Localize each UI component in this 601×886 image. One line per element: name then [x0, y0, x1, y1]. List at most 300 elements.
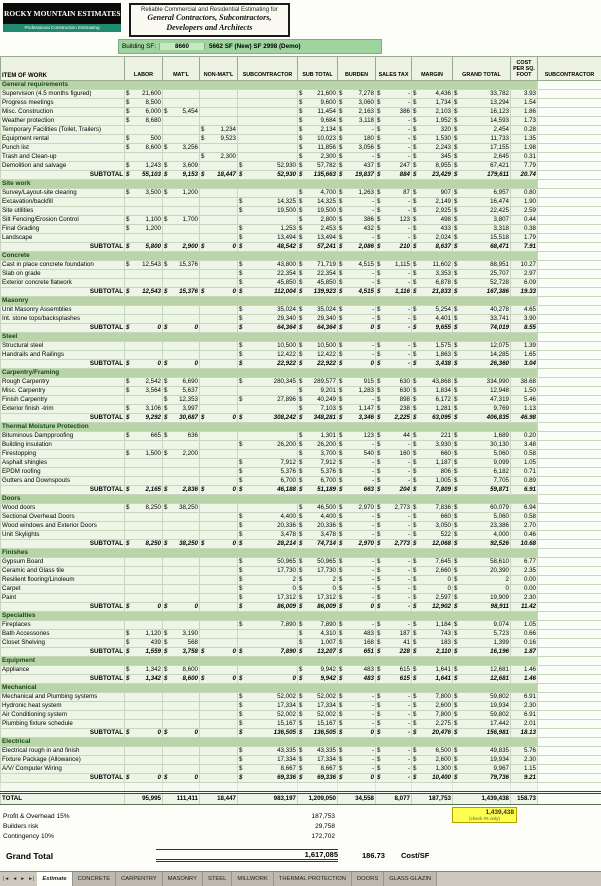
- cell[interactable]: $ 1,200: [126, 225, 161, 233]
- cell[interactable]: $ 79,736: [454, 774, 509, 782]
- cell[interactable]: $ 0: [299, 585, 336, 593]
- cell[interactable]: $ 7,705: [454, 477, 509, 485]
- cell[interactable]: 1.39: [511, 342, 538, 351]
- cell[interactable]: $ 0: [339, 774, 374, 782]
- cell[interactable]: $ -: [377, 711, 410, 719]
- cell[interactable]: $ 30,687: [164, 414, 198, 422]
- cell[interactable]: $ 10,400: [413, 774, 451, 782]
- cell[interactable]: $ 6,690: [164, 378, 198, 386]
- cell[interactable]: $ 7,103: [299, 405, 336, 413]
- cell[interactable]: $ 9,201: [299, 387, 336, 395]
- cell[interactable]: $ 21,600: [299, 90, 336, 98]
- cell[interactable]: $ -: [377, 594, 410, 602]
- cell[interactable]: [238, 783, 298, 793]
- cell[interactable]: [538, 783, 601, 793]
- cell[interactable]: $ 183: [413, 639, 451, 647]
- cell[interactable]: 10.68: [511, 540, 538, 549]
- cell[interactable]: $ 0: [201, 540, 236, 548]
- column-header-burden[interactable]: BURDEN: [338, 57, 376, 81]
- cell[interactable]: $ 180: [339, 135, 374, 143]
- cell[interactable]: $ 1,007: [299, 639, 336, 647]
- cell[interactable]: 3.04: [511, 360, 538, 369]
- cell[interactable]: $ 1,399: [454, 639, 509, 647]
- cell[interactable]: [200, 594, 238, 603]
- item-cell[interactable]: Equipment rental: [1, 135, 125, 144]
- cell[interactable]: $ 437: [339, 162, 374, 170]
- cell[interactable]: $ 29,340: [239, 315, 296, 323]
- cell[interactable]: $ 12,543: [126, 261, 161, 269]
- cell[interactable]: [125, 315, 163, 324]
- cell[interactable]: $ -: [339, 711, 374, 719]
- cell[interactable]: [538, 603, 601, 612]
- cell[interactable]: [200, 477, 238, 486]
- subtotal-label-cell[interactable]: SUBTOTAL: [1, 288, 125, 297]
- cell[interactable]: $ 33,741: [454, 315, 509, 323]
- cell[interactable]: 1,439,438: [453, 793, 511, 805]
- cell[interactable]: [238, 99, 298, 108]
- cell[interactable]: $ 2,103: [413, 108, 451, 116]
- cell[interactable]: $ 439: [126, 639, 161, 647]
- cell[interactable]: $ 651: [339, 648, 374, 656]
- cell[interactable]: $ 2,024: [413, 234, 451, 242]
- cell[interactable]: $ 12,422: [299, 351, 336, 359]
- cell[interactable]: [538, 270, 601, 279]
- item-cell[interactable]: Fixture Package (Allowance): [1, 756, 125, 765]
- cell[interactable]: [200, 783, 238, 793]
- cell[interactable]: $ 23,386: [454, 522, 509, 530]
- summary-value[interactable]: 187,753: [311, 812, 335, 820]
- item-cell[interactable]: Sectional Overhead Doors: [1, 513, 125, 522]
- cell[interactable]: $ -: [377, 477, 410, 485]
- cell[interactable]: [163, 198, 200, 207]
- cell[interactable]: [200, 396, 238, 405]
- section-header-cell[interactable]: Doors: [1, 495, 538, 504]
- cell[interactable]: [538, 288, 601, 297]
- cell[interactable]: $ 3,807: [454, 216, 509, 224]
- cell[interactable]: [538, 675, 601, 684]
- cell[interactable]: $ 2,163: [339, 108, 374, 116]
- cell[interactable]: $ 660: [413, 450, 451, 458]
- item-cell[interactable]: Final Grading: [1, 225, 125, 234]
- cell[interactable]: [163, 234, 200, 243]
- cell[interactable]: $ -: [377, 756, 410, 764]
- cell[interactable]: $ -: [339, 585, 374, 593]
- cell[interactable]: [538, 639, 601, 648]
- cell[interactable]: $ 3,609: [164, 162, 198, 170]
- cell[interactable]: $ 9,967: [454, 765, 509, 773]
- sheet-tab-thermal-protection[interactable]: THERMAL PROTECTION: [274, 872, 352, 886]
- cell[interactable]: $ -: [339, 468, 374, 476]
- cell[interactable]: 1.46: [511, 675, 538, 684]
- cell[interactable]: [538, 648, 601, 657]
- cell[interactable]: $ 1,530: [413, 135, 451, 143]
- cell[interactable]: 6.09: [511, 279, 538, 288]
- column-header-sales-tax[interactable]: SALES TAX: [376, 57, 412, 81]
- cell[interactable]: [538, 576, 601, 585]
- subtotal-label-cell[interactable]: SUBTOTAL: [1, 603, 125, 612]
- item-cell[interactable]: Structural steel: [1, 342, 125, 351]
- cell[interactable]: [538, 738, 601, 747]
- cell[interactable]: 1.05: [511, 459, 538, 468]
- cell[interactable]: $ -: [339, 306, 374, 314]
- cell[interactable]: $ 0: [239, 585, 296, 593]
- cell[interactable]: $ 12,681: [454, 675, 509, 683]
- cell[interactable]: $ 38,250: [164, 504, 198, 512]
- cell[interactable]: 983,197: [238, 793, 298, 805]
- cell[interactable]: $ 13,207: [299, 648, 336, 656]
- cell[interactable]: $ 40,249: [299, 396, 336, 404]
- cell[interactable]: $ 69,336: [239, 774, 296, 782]
- cell[interactable]: [163, 558, 200, 567]
- cell[interactable]: $ -: [339, 531, 374, 539]
- cell[interactable]: $ 55,103: [126, 171, 161, 179]
- cell[interactable]: 2.70: [511, 522, 538, 531]
- cell[interactable]: $ 3,478: [299, 531, 336, 539]
- cell[interactable]: $ 4,436: [413, 90, 451, 98]
- cell[interactable]: $ 1,243: [126, 162, 161, 170]
- cell[interactable]: [538, 117, 601, 126]
- cell[interactable]: [538, 729, 601, 738]
- cell[interactable]: $ -: [339, 279, 374, 287]
- cell[interactable]: $ 2,149: [413, 198, 451, 206]
- cell[interactable]: $ 9,769: [454, 405, 509, 413]
- cell[interactable]: $ 9,600: [299, 99, 336, 107]
- cell[interactable]: [238, 639, 298, 648]
- cell[interactable]: $ 45,850: [299, 279, 336, 287]
- cell[interactable]: $ 9,292: [126, 414, 161, 422]
- cell[interactable]: $ 2,300: [201, 153, 236, 161]
- cell[interactable]: 2.59: [511, 207, 538, 216]
- cell[interactable]: $ 6,700: [239, 477, 296, 485]
- cell[interactable]: $ -: [377, 99, 410, 107]
- cell[interactable]: $ 221: [413, 432, 451, 440]
- cell[interactable]: $ 204: [377, 486, 410, 494]
- cell[interactable]: $ 139,923: [299, 288, 336, 296]
- cell[interactable]: [125, 783, 163, 793]
- cell[interactable]: 8.55: [511, 324, 538, 333]
- cell[interactable]: [200, 189, 238, 198]
- cell[interactable]: [200, 342, 238, 351]
- cell[interactable]: 0.16: [511, 639, 538, 648]
- item-cell[interactable]: Firestopping: [1, 450, 125, 459]
- cell[interactable]: $ 2: [299, 576, 336, 584]
- column-header-margin[interactable]: MARGIN: [412, 57, 453, 81]
- cell[interactable]: 3.48: [511, 441, 538, 450]
- cell[interactable]: [200, 702, 238, 711]
- cell[interactable]: $ 14,325: [299, 198, 336, 206]
- cell[interactable]: [538, 486, 601, 495]
- cell[interactable]: $ -: [377, 531, 410, 539]
- item-cell[interactable]: Hydronic heat system: [1, 702, 125, 711]
- cell[interactable]: $ 8,250: [126, 504, 161, 512]
- cell[interactable]: [238, 189, 298, 198]
- cell[interactable]: $ 2,970: [339, 540, 374, 548]
- cell[interactable]: $ 59,802: [454, 693, 509, 701]
- cell[interactable]: [200, 360, 238, 369]
- cell[interactable]: $ 10,500: [299, 342, 336, 350]
- cell[interactable]: $ 71,719: [299, 261, 336, 269]
- item-cell[interactable]: Int. stone tops/backsplashes: [1, 315, 125, 324]
- cell[interactable]: $ 4,400: [299, 513, 336, 521]
- cell[interactable]: [538, 793, 601, 805]
- cell[interactable]: [163, 522, 200, 531]
- cell[interactable]: 1.87: [511, 648, 538, 657]
- cell[interactable]: [163, 756, 200, 765]
- item-cell[interactable]: Mechanical and Plumbing systems: [1, 693, 125, 702]
- cell[interactable]: $ -: [339, 720, 374, 728]
- item-cell[interactable]: Wood doors: [1, 504, 125, 513]
- cell[interactable]: $ 11,733: [454, 135, 509, 143]
- cell[interactable]: $ -: [339, 198, 374, 206]
- cell[interactable]: 187,753: [412, 793, 453, 805]
- cell[interactable]: [200, 225, 238, 234]
- cell[interactable]: $ 33,782: [454, 90, 509, 98]
- cell[interactable]: [538, 666, 601, 675]
- cell[interactable]: [163, 135, 200, 144]
- cell[interactable]: [538, 108, 601, 117]
- cell[interactable]: $ 12,902: [413, 603, 451, 611]
- cell[interactable]: 0.58: [511, 450, 538, 459]
- cell[interactable]: $ 1,187: [413, 459, 451, 467]
- cell[interactable]: [538, 252, 601, 261]
- section-header-cell[interactable]: General requirements: [1, 81, 538, 90]
- section-header-cell[interactable]: Electrical: [1, 738, 538, 747]
- cell[interactable]: $ 1,184: [413, 621, 451, 629]
- cell[interactable]: [200, 387, 238, 396]
- cell[interactable]: $ 25,707: [454, 270, 509, 278]
- cell[interactable]: $ 0: [339, 603, 374, 611]
- cell[interactable]: [238, 387, 298, 396]
- cell[interactable]: [125, 306, 163, 315]
- cell[interactable]: $ 136,505: [239, 729, 296, 737]
- cell[interactable]: $ 6,700: [299, 477, 336, 485]
- cell[interactable]: [538, 126, 601, 135]
- cell[interactable]: 0.71: [511, 468, 538, 477]
- cell[interactable]: $ 156,981: [454, 729, 509, 737]
- cell[interactable]: $ 0: [339, 729, 374, 737]
- cell[interactable]: [163, 711, 200, 720]
- item-cell[interactable]: Gutters and Downspouts: [1, 477, 125, 486]
- cell[interactable]: $ 2,243: [413, 144, 451, 152]
- cell[interactable]: [538, 153, 601, 162]
- cell[interactable]: $ 2,200: [164, 450, 198, 458]
- cell[interactable]: $ 1,342: [126, 666, 161, 674]
- building-sf-value[interactable]: 8660: [159, 43, 205, 50]
- cell[interactable]: [538, 756, 601, 765]
- cell[interactable]: $ 1,301: [299, 432, 336, 440]
- cell[interactable]: [538, 144, 601, 153]
- cell[interactable]: $ 1,263: [339, 189, 374, 197]
- cell[interactable]: $ -: [339, 558, 374, 566]
- item-cell[interactable]: Misc. Carpentry: [1, 387, 125, 396]
- cell[interactable]: $ 43,335: [299, 747, 336, 755]
- cell[interactable]: $ 2,597: [413, 594, 451, 602]
- cell[interactable]: $ 3,438: [413, 360, 451, 368]
- cell[interactable]: $ 4,310: [299, 630, 336, 638]
- cell[interactable]: [200, 603, 238, 612]
- cell[interactable]: $ 18,447: [201, 171, 236, 179]
- cell[interactable]: $ 5,454: [164, 108, 198, 116]
- cell[interactable]: $ 8,500: [126, 99, 161, 107]
- cell[interactable]: $ 7,912: [239, 459, 296, 467]
- subtotal-label-cell[interactable]: SUBTOTAL: [1, 171, 125, 180]
- cell[interactable]: $ -: [377, 441, 410, 449]
- cell[interactable]: $ -: [377, 207, 410, 215]
- section-header-cell[interactable]: Masonry: [1, 297, 538, 306]
- cell[interactable]: 1.90: [511, 198, 538, 207]
- cell[interactable]: $ 6,172: [413, 396, 451, 404]
- cell[interactable]: [538, 477, 601, 486]
- cell[interactable]: $ 665: [126, 432, 161, 440]
- cell[interactable]: $ 5,060: [454, 450, 509, 458]
- cell[interactable]: $ 522: [413, 531, 451, 539]
- cell[interactable]: $ 168: [339, 639, 374, 647]
- sheet-tab-millwork[interactable]: MILLWORK: [232, 872, 274, 886]
- item-cell[interactable]: Landscape: [1, 234, 125, 243]
- cell[interactable]: 8,077: [376, 793, 412, 805]
- cell[interactable]: [538, 180, 601, 189]
- cell[interactable]: [200, 324, 238, 333]
- cell[interactable]: 2.01: [511, 720, 538, 729]
- cell[interactable]: $ 0: [164, 324, 198, 332]
- cell[interactable]: $ 7,912: [299, 459, 336, 467]
- cell[interactable]: [538, 549, 601, 558]
- cell[interactable]: [200, 504, 238, 513]
- cell[interactable]: $ 1,200: [164, 189, 198, 197]
- item-cell[interactable]: Demolition and salvage: [1, 162, 125, 171]
- cell[interactable]: [200, 639, 238, 648]
- item-cell[interactable]: EPDM roofing: [1, 468, 125, 477]
- cell[interactable]: $ 19,500: [299, 207, 336, 215]
- cell[interactable]: $ 3,118: [339, 117, 374, 125]
- cell[interactable]: $ 8,637: [413, 243, 451, 251]
- tab-scroll-prev-icon[interactable]: ◄: [12, 876, 18, 882]
- cell[interactable]: [125, 693, 163, 702]
- cell[interactable]: [163, 513, 200, 522]
- cell[interactable]: [538, 333, 601, 342]
- cell[interactable]: $ 21,833: [413, 288, 451, 296]
- subtotal-label-cell[interactable]: SUBTOTAL: [1, 486, 125, 495]
- item-cell[interactable]: Handrails and Railings: [1, 351, 125, 360]
- cell[interactable]: $ 8,600: [164, 675, 198, 683]
- cell[interactable]: $ 0: [126, 360, 161, 368]
- cell[interactable]: 1.35: [511, 135, 538, 144]
- cell[interactable]: [538, 495, 601, 504]
- cell[interactable]: $ -: [339, 594, 374, 602]
- cell[interactable]: [163, 576, 200, 585]
- cell[interactable]: $ 17,312: [299, 594, 336, 602]
- cell[interactable]: $ 1,641: [413, 666, 451, 674]
- cell[interactable]: $ 630: [377, 387, 410, 395]
- cell[interactable]: [200, 90, 238, 99]
- item-cell[interactable]: Asphalt shingles: [1, 459, 125, 468]
- cell[interactable]: $ 9,942: [299, 675, 336, 683]
- cell[interactable]: $ 1,283: [339, 387, 374, 395]
- cell[interactable]: $ 1,115: [377, 261, 410, 269]
- cell[interactable]: $ 3,353: [413, 270, 451, 278]
- cell[interactable]: [200, 468, 238, 477]
- cell[interactable]: 20.74: [511, 171, 538, 180]
- cell[interactable]: $ -: [377, 468, 410, 476]
- total-label-cell[interactable]: TOTAL: [1, 793, 125, 805]
- cell[interactable]: $ 630: [377, 378, 410, 386]
- cell[interactable]: [538, 171, 601, 180]
- cell[interactable]: [238, 90, 298, 99]
- sheet-tab-glass-glazin[interactable]: GLASS GLAZIN: [384, 872, 437, 886]
- cell[interactable]: $ 2,970: [339, 504, 374, 512]
- cell[interactable]: $ 2,086: [339, 243, 374, 251]
- cell[interactable]: [125, 396, 163, 405]
- cell[interactable]: $ 386: [339, 216, 374, 224]
- cell[interactable]: $ 9,942: [299, 666, 336, 674]
- cell[interactable]: $ -: [339, 459, 374, 467]
- column-header-item-of-work[interactable]: ITEM OF WORK: [1, 57, 125, 81]
- cell[interactable]: $ 636: [164, 432, 198, 440]
- cell[interactable]: [125, 153, 163, 162]
- cell[interactable]: $ -: [377, 144, 410, 152]
- cell[interactable]: [538, 279, 601, 288]
- cell[interactable]: 1.46: [511, 666, 538, 675]
- cell[interactable]: $ 308,242: [239, 414, 296, 422]
- cell[interactable]: $ 47,319: [454, 396, 509, 404]
- cell[interactable]: $ 2,542: [126, 378, 161, 386]
- cell[interactable]: [163, 99, 200, 108]
- cell[interactable]: $ 52,002: [299, 711, 336, 719]
- cell[interactable]: $ 0: [164, 774, 198, 782]
- item-cell[interactable]: Carpet: [1, 585, 125, 594]
- cell[interactable]: 0.58: [511, 513, 538, 522]
- cell[interactable]: [538, 261, 601, 270]
- cell[interactable]: $ 20,336: [299, 522, 336, 530]
- cell[interactable]: $ 0: [201, 414, 236, 422]
- cell[interactable]: [238, 666, 298, 675]
- cell[interactable]: $ 615: [377, 666, 410, 674]
- cell[interactable]: $ 7,836: [413, 504, 451, 512]
- cell[interactable]: [200, 198, 238, 207]
- cell[interactable]: $ 3,930: [413, 441, 451, 449]
- cell[interactable]: [163, 90, 200, 99]
- cell[interactable]: [200, 459, 238, 468]
- column-header-sub-total[interactable]: SUB TOTAL: [298, 57, 338, 81]
- cell[interactable]: $ 179,611: [454, 171, 509, 179]
- cell[interactable]: $ 28,214: [239, 540, 296, 548]
- cell[interactable]: $ 483: [339, 675, 374, 683]
- cell[interactable]: [125, 126, 163, 135]
- cell[interactable]: $ 334,990: [454, 378, 509, 386]
- cell[interactable]: $ 5,060: [454, 513, 509, 521]
- cell[interactable]: [538, 720, 601, 729]
- cell[interactable]: 18.13: [511, 729, 538, 738]
- cell[interactable]: $ -: [339, 396, 374, 404]
- cell[interactable]: [538, 207, 601, 216]
- cell[interactable]: [125, 576, 163, 585]
- cell[interactable]: $ 915: [339, 378, 374, 386]
- cell[interactable]: $ 5,376: [239, 468, 296, 476]
- cell[interactable]: $ -: [339, 513, 374, 521]
- cell[interactable]: [538, 621, 601, 630]
- cell[interactable]: $ 1,120: [126, 630, 161, 638]
- cell[interactable]: $ 58,610: [454, 558, 509, 566]
- cell[interactable]: $ 2,660: [413, 567, 451, 575]
- cell[interactable]: $ 160: [377, 450, 410, 458]
- cell[interactable]: $ 22,354: [299, 270, 336, 278]
- cell[interactable]: $ 88,951: [454, 261, 509, 269]
- cell[interactable]: [200, 621, 238, 630]
- cell[interactable]: 6.91: [511, 711, 538, 720]
- cell[interactable]: $ 483: [339, 630, 374, 638]
- cell[interactable]: $ 210: [377, 243, 410, 251]
- cell[interactable]: $ 15,376: [164, 288, 198, 296]
